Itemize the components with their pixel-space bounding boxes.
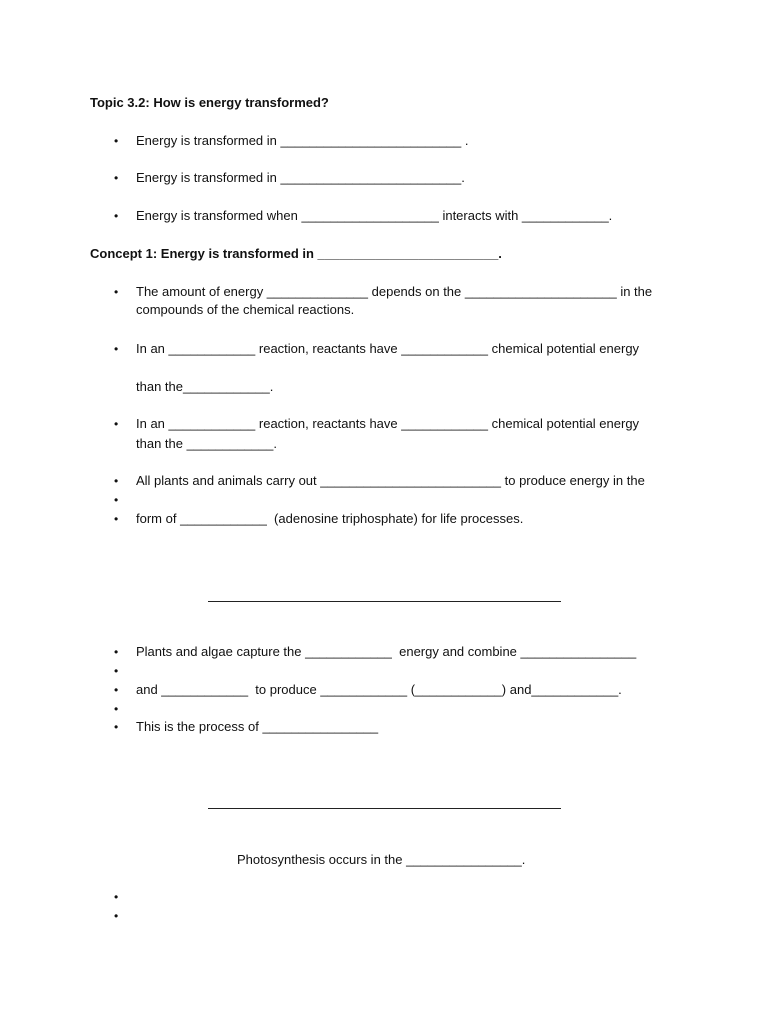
blank-rule (208, 808, 561, 809)
bullet: • (114, 890, 119, 904)
topic-heading: Topic 3.2: How is energy transformed? (90, 95, 329, 110)
intro-item: Energy is transformed in _________________________. (136, 170, 465, 185)
bullet: • (114, 664, 119, 678)
concept1-item-continuation: than the____________. (136, 379, 274, 394)
bullet: • (114, 683, 119, 697)
bullet: • (114, 134, 119, 148)
blank-rule (208, 601, 561, 602)
concept1-item: All plants and animals carry out _________________________ to produce energy in the (136, 473, 645, 488)
concept1-item-continuation: compounds of the chemical reactions. (136, 302, 355, 317)
bullet: • (114, 474, 119, 488)
intro-item: Energy is transformed in _________________________ . (136, 133, 469, 148)
bullet: • (114, 209, 119, 223)
bullet: • (114, 645, 119, 659)
concept1-item: In an ____________ reaction, reactants have ____________ chemical potential energy (136, 341, 640, 356)
concept1-item-continuation: than the ____________. (136, 436, 277, 451)
section2-item: This is the process of ________________ (136, 719, 379, 734)
bullet: • (114, 702, 119, 716)
concept1-item: In an ____________ reaction, reactants have ____________ chemical potential energy (136, 416, 640, 431)
photosynthesis-line: Photosynthesis occurs in the ________________. (237, 852, 526, 867)
section2-item: and ____________ to produce ____________ (____________) and____________. (136, 682, 622, 697)
concept1-item: The amount of energy ______________ depends on the _____________________ in the (136, 284, 653, 299)
intro-item: Energy is transformed when ___________________ interacts with ____________. (136, 208, 613, 223)
concept1-item: form of ____________ (adenosine triphosphate) for life processes. (136, 511, 524, 526)
bullet: • (114, 342, 119, 356)
bullet: • (114, 285, 119, 299)
section2-item: Plants and algae capture the ____________ energy and combine ________________ (136, 644, 637, 659)
bullet: • (114, 512, 119, 526)
bullet: • (114, 171, 119, 185)
concept1-heading: Concept 1: Energy is transformed in _________________________. (90, 246, 502, 261)
bullet: • (114, 720, 119, 734)
bullet: • (114, 493, 119, 507)
bullet: • (114, 417, 119, 431)
bullet: • (114, 909, 119, 923)
